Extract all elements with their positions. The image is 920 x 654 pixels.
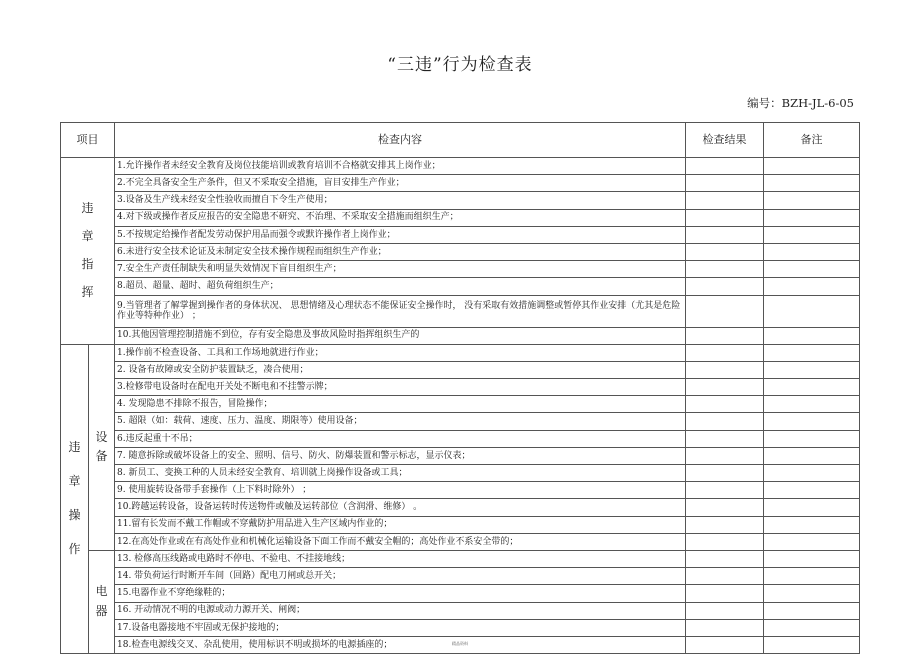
table-row [61,568,860,585]
table-row [61,602,860,619]
result-cell[interactable] [686,192,764,209]
check-item: 13. 检修高压线路或电路时不停电、不验电、不挂接地线； [115,550,686,567]
remark-cell[interactable] [764,278,860,295]
result-cell[interactable] [686,430,764,447]
group-label [89,550,115,653]
group-label [61,158,115,345]
result-cell[interactable] [686,396,764,413]
group-label [61,344,89,653]
header-remark: 备注 [764,123,860,158]
group-label-char: 挥 [81,284,94,299]
table-row [61,158,860,175]
check-item: 15.电器作业不穿绝缘鞋的； [115,585,686,602]
remark-cell[interactable] [764,344,860,361]
check-item: 4.对下级或操作者反应报告的安全隐患不研究、不治理、不采取安全措施而组织生产； [115,209,686,226]
table-row [61,175,860,192]
page-title: “三违”行为检查表 [387,55,533,75]
remark-cell[interactable] [764,175,860,192]
remark-cell[interactable] [764,379,860,396]
remark-cell[interactable] [764,602,860,619]
table-row [61,327,860,344]
remark-cell[interactable] [764,243,860,260]
remark-cell[interactable] [764,430,860,447]
document-number: 编号：BZH-JL-6-05 [747,96,854,110]
remark-cell[interactable] [764,361,860,378]
check-item: 2. 设备有故障或安全防护装置缺乏，凑合使用； [115,361,686,378]
group-label-char: 设 [95,429,108,444]
table-row [61,192,860,209]
header-content: 检查内容 [115,123,686,158]
check-item: 8.超员、超量、超时、超负荷组织生产； [115,278,686,295]
check-item: 11.留有长发而不戴工作帽或不穿戴防护用品进入生产区域内作业的； [115,516,686,533]
table-row [61,430,860,447]
result-cell[interactable] [686,585,764,602]
table-row [61,413,860,430]
remark-cell[interactable] [764,619,860,636]
result-cell[interactable] [686,344,764,361]
remark-cell[interactable] [764,447,860,464]
result-cell[interactable] [686,379,764,396]
inspection-table [60,122,860,654]
remark-cell[interactable] [764,327,860,344]
result-cell[interactable] [686,619,764,636]
check-item: 17.设备电器接地不牢固或无保护接地的； [115,619,686,636]
table-row [61,550,860,567]
group-label-char: 指 [81,256,94,271]
remark-cell[interactable] [764,158,860,175]
remark-cell[interactable] [764,585,860,602]
table-row [61,361,860,378]
remark-cell[interactable] [764,295,860,327]
remark-cell[interactable] [764,209,860,226]
check-item: 9. 使用旋转设备带手套操作（上下料时除外） ； [115,482,686,499]
check-item: 7.安全生产责任制缺失和明显失效情况下盲目组织生产； [115,261,686,278]
result-cell[interactable] [686,533,764,550]
result-cell[interactable] [686,327,764,344]
check-item: 10.其他因管理控制措施不到位，存有安全隐患及事故风险时指挥组织生产的 [115,327,686,344]
table-row [61,516,860,533]
result-cell[interactable] [686,516,764,533]
result-cell[interactable] [686,499,764,516]
result-cell[interactable] [686,550,764,567]
table-row [61,226,860,243]
table-row [61,396,860,413]
check-item: 3.检修带电设备时在配电开关处不断电和不挂警示牌； [115,379,686,396]
remark-cell[interactable] [764,482,860,499]
result-cell[interactable] [686,278,764,295]
result-cell[interactable] [686,243,764,260]
table-row [61,533,860,550]
check-item: 1.操作前不检查设备、工具和工作场地就进行作业； [115,344,686,361]
remark-cell[interactable] [764,499,860,516]
result-cell[interactable] [686,361,764,378]
check-item: 14. 带负荷运行时断开车间（回路）配电刀闸或总开关； [115,568,686,585]
check-item: 6.未进行安全技术论证及未制定安全技术操作规程而组织生产作业； [115,243,686,260]
check-item: 6.违反起重十不吊； [115,430,686,447]
remark-cell[interactable] [764,226,860,243]
check-item: 3.设备及生产线未经安全性验收而擅自下令生产使用； [115,192,686,209]
remark-cell[interactable] [764,261,860,278]
check-item: 7. 随意拆除或破坏设备上的安全、照明、信号、防火、防爆装置和警示标志，显示仪表； [115,447,686,464]
table-row [61,465,860,482]
group-label-char: 违 [68,440,81,455]
result-cell[interactable] [686,482,764,499]
result-cell[interactable] [686,568,764,585]
result-cell[interactable] [686,261,764,278]
table-row [61,278,860,295]
check-item: 10.跨越运转设备，设备运转时传送物件或触及运转部位（含润滑、维修） 。 [115,499,686,516]
remark-cell[interactable] [764,533,860,550]
result-cell[interactable] [686,413,764,430]
table-row [61,619,860,636]
table-row [61,447,860,464]
group-label-char: 器 [95,604,108,618]
result-cell[interactable] [686,295,764,327]
check-item: 16. 开动情况不明的电源或动力源开关、闸阀； [115,602,686,619]
remark-cell[interactable] [764,413,860,430]
table-row [61,243,860,260]
check-item: 5.不按规定给操作者配发劳动保护用品而强令或默许操作者上岗作业； [115,226,686,243]
remark-cell[interactable] [764,568,860,585]
header-item: 项目 [61,123,115,158]
result-cell[interactable] [686,175,764,192]
result-cell[interactable] [686,226,764,243]
remark-cell[interactable] [764,192,860,209]
group-label [89,344,115,550]
result-cell[interactable] [686,209,764,226]
group-label-char: 电 [95,584,108,599]
header-result: 检查结果 [686,123,764,158]
check-item: 12.在高处作业或在有高处作业和机械化运输设备下面工作而不戴安全帽的；高处作业不系安全带的； [115,533,686,550]
result-cell[interactable] [686,465,764,482]
check-item: 8. 新员工、变换工种的人员未经安全教育、培训就上岗操作设备或工具； [115,465,686,482]
table-row [61,585,860,602]
group-label-char: 作 [68,541,81,556]
table-row [61,209,860,226]
result-cell[interactable] [686,447,764,464]
footer-text: 精品资料 [452,641,468,646]
group-label-char: 章 [68,474,81,489]
check-item: 5. 超限（如：载荷、速度、压力、温度、期限等）使用设备； [115,413,686,430]
group-label-char: 备 [95,449,108,464]
table-row [61,261,860,278]
table-body [61,158,860,654]
table-row [61,482,860,499]
check-item: 9.当管理者了解掌握到操作者的身体状况、 思想情绪及心理状态不能保证安全操作时， 没有采取有效措施调整或暂停其作业安排（尤其是危险作业等特种作业） ； [115,295,686,327]
remark-cell[interactable] [764,465,860,482]
table-row [61,344,860,361]
group-label-char: 操 [68,507,81,522]
check-item: 18.检查电源线交叉、杂乱使用，使用标识不明或损坏的电源插座的； [115,636,686,653]
group-label-char: 章 [81,229,94,244]
check-item: 1.允许操作者未经安全教育及岗位技能培训或教育培训不合格就安排其上岗作业； [115,158,686,175]
remark-cell[interactable] [764,396,860,413]
table-row [61,379,860,396]
group-label-char: 违 [81,201,94,216]
table-row [61,295,860,327]
result-cell[interactable] [686,158,764,175]
check-item: 2.不完全具备安全生产条件，但又不采取安全措施，盲目安排生产作业； [115,175,686,192]
remark-cell[interactable] [764,550,860,567]
remark-cell[interactable] [764,516,860,533]
table-row [61,499,860,516]
result-cell[interactable] [686,602,764,619]
check-item: 4. 发现隐患不排除不报告，冒险操作； [115,396,686,413]
